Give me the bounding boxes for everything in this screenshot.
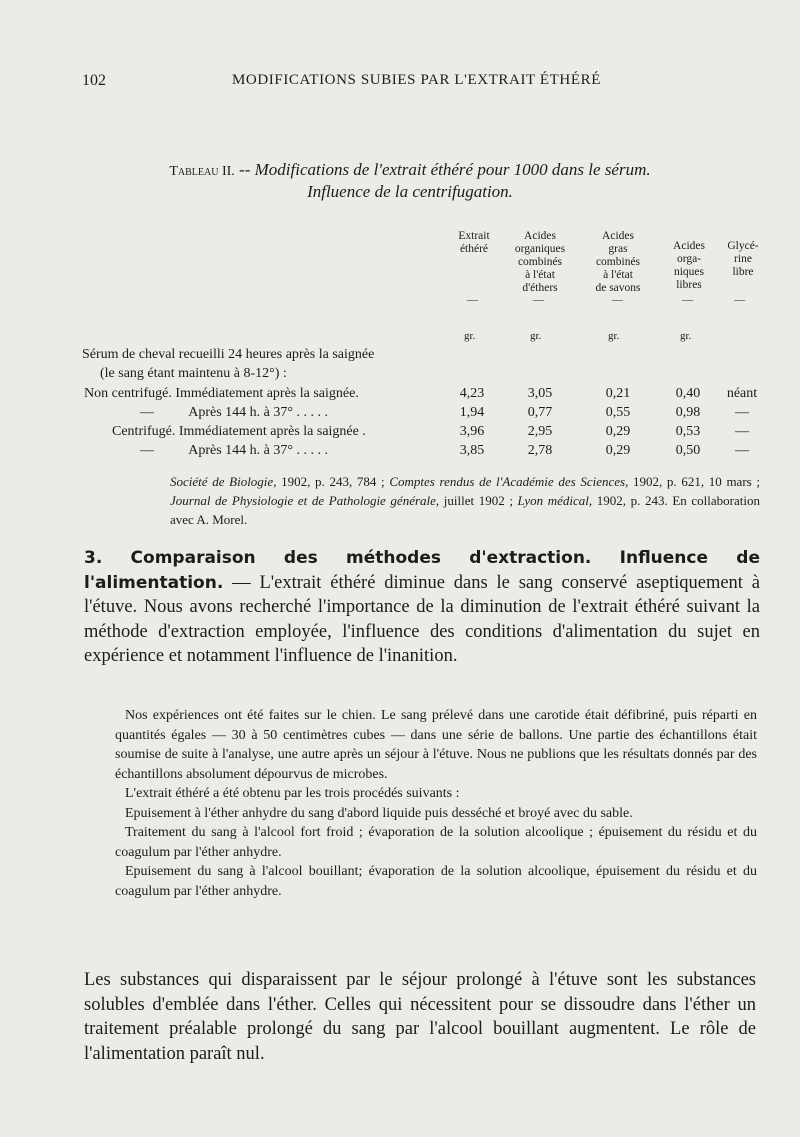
table-cell: 1,94 — [459, 405, 485, 420]
table-row-label: — Après 144 h. à 37° . . . . . — [140, 405, 328, 420]
reference-journal: Société de Biologie, — [170, 474, 277, 489]
table-caption-title: -- Modifications de l'extrait éthéré pour 1000 dans le sérum. — [239, 160, 651, 179]
table-cell: 4,23 — [459, 386, 485, 401]
running-header — [82, 72, 742, 98]
paragraph: Traitement du sang à l'alcool fort froid ; évaporation de la solution alcoolique ; épuisement du résidu et du coagulum par l'éther anhydre. — [115, 825, 757, 860]
table-caption-subtitle: Influence de la centrifugation. — [307, 182, 513, 201]
header-rule: — — [467, 294, 478, 306]
header-rule: — — [533, 294, 544, 306]
reference-journal: Comptes rendus de l'Académie des Sciences, — [389, 474, 629, 489]
closing-paragraph: Les substances qui disparaissent par le séjour prolongé à l'étuve sont les substances solubles d'emblée dans l'éther. Celles qui nécessitent pour se dissoudre dans l'éther un traitement préalable prolongé du sang par l'alcool bouillant augmentent. Le rôle de l'alimentation paraît nul. — [84, 970, 756, 1064]
table-cell: — — [735, 405, 749, 420]
table-caption — [80, 160, 740, 180]
unit-label: gr. — [530, 330, 542, 342]
table-cell: 0,55 — [605, 405, 631, 420]
section-3 — [84, 546, 760, 669]
table-cell: 0,98 — [675, 405, 701, 420]
table-cell: — — [735, 424, 749, 439]
table-cell: 0,50 — [675, 443, 701, 458]
paragraph: Epuisement à l'éther anhydre du sang d'abord liquide puis desséché et broyé avec du sable. — [125, 805, 633, 821]
experimental-notes — [115, 706, 757, 901]
table-group-label: Sérum de cheval recueilli 24 heures après la saignée — [82, 347, 375, 362]
section-heading: 3. Comparaison des méthodes d'extraction. Influence de l'alimentation. — [84, 548, 760, 593]
table-cell: 3,05 — [527, 386, 553, 401]
column-header-extrait: Extrait éthéré — [458, 230, 490, 255]
table-cell: 0,29 — [605, 443, 631, 458]
table-cell: 2,95 — [527, 424, 553, 439]
table-cell: 0,29 — [605, 424, 631, 439]
reference-journal: Lyon médical, — [517, 493, 593, 508]
paragraph: L'extrait éthéré a été obtenu par les trois procédés suivants : — [125, 786, 460, 801]
table-cell: 0,77 — [527, 405, 553, 420]
references: Société de Biologie, 1902, p. 243, 784 ; Comptes rendus de l'Académie des Sciences, 1902, p. 621, 10 mars ; Journal de Physiologie et de Pathologie générale, juillet 1902 ; Lyon médical, 1902, p. 243. En collaboration avec A. Morel. — [170, 474, 760, 527]
column-header-acides-organiques: Acides organiques combinés à l'état d'éthers — [514, 230, 566, 294]
table-row-label: Centrifugé. Immédiatement après la saignée . — [112, 424, 366, 439]
table-cell: — — [735, 443, 749, 458]
section-body: — L'extrait éthéré diminue dans le sang conservé aseptiquement à l'étuve. Nous avons recherché l'importance de la diminution de l'extrait éthéré suivant la méthode d'extraction employée, l'influence des conditions d'alimentation du sujet en expérience et notamment l'influence de l'inanition. — [84, 572, 760, 666]
column-header-acides-gras: Acides gras combinés à l'état de savons — [595, 230, 641, 294]
table-row-label: Non centrifugé. Immédiatement après la saignée. — [84, 386, 359, 401]
table-cell: 0,53 — [675, 424, 701, 439]
paragraph: Epuisement du sang à l'alcool bouillant; évaporation de la solution alcoolique, épuisement du résidu et du coagulum par l'éther anhydre. — [115, 864, 757, 899]
header-rule: — — [734, 294, 745, 306]
header-rule: — — [612, 294, 623, 306]
table-caption-label: Tableau II. — [169, 164, 235, 179]
reference-journal: Journal de Physiologie et de Pathologie générale, — [170, 493, 440, 508]
table-group-sublabel: (le sang étant maintenu à 8-12°) : — [100, 366, 287, 381]
table-cell: néant — [726, 386, 758, 401]
header-rule: — — [682, 294, 693, 306]
running-title: MODIFICATIONS SUBIES PAR L'EXTRAIT ÉTHÉRÉ — [232, 72, 601, 88]
unit-label: gr. — [464, 330, 476, 342]
table-cell: 2,78 — [527, 443, 553, 458]
table-cell: 3,85 — [459, 443, 485, 458]
unit-label: gr. — [608, 330, 620, 342]
paragraph: Nos expériences ont été faites sur le chien. Le sang prélevé dans une carotide était défibriné, puis réparti en quantités égales — 30 à 50 centimètres cubes — dans une série de ballons. Une partie des échantillons était soumise de suite à l'analyse, une autre après un séjour à l'étuve. Nous ne publions que les résultats donnés par des échantillons absolument dépourvus de microbes. — [115, 708, 757, 782]
unit-label: gr. — [680, 330, 692, 342]
table-cell: 0,21 — [605, 386, 631, 401]
table-cell: 3,96 — [459, 424, 485, 439]
table-cell: 0,40 — [675, 386, 701, 401]
column-header-acides-libres: Acides orga- niques libres — [673, 240, 705, 291]
page-number: 102 — [82, 72, 106, 89]
table-row-label: — Après 144 h. à 37° . . . . . — [140, 443, 328, 458]
column-header-glycerine: Glycé- rine libre — [727, 240, 759, 278]
